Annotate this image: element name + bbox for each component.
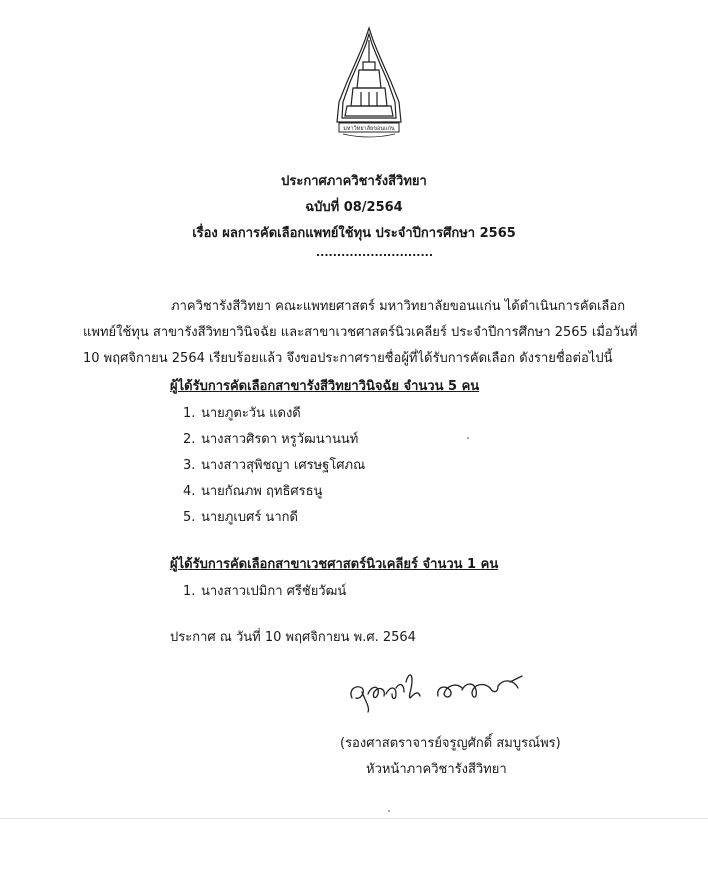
page-edge-line — [0, 818, 708, 819]
list-item: 2. นางสาวศิรดา หรูวัฒนานนท์ — [183, 432, 359, 447]
announcement-number: ฉบับที่ 08/2564 — [305, 200, 403, 215]
list-item: 3. นางสาวสุพิชญา เศรษฐโศภณ — [183, 458, 366, 473]
signatory-name: (รองศาสตราจารย์จรูญศักดิ์ สมบูรณ์พร) — [340, 736, 561, 751]
announcement-date: ประกาศ ณ วันที่ 10 พฤศจิกายน พ.ศ. 2564 — [170, 630, 416, 645]
seal-text: มหาวิทยาลัยขอนแก่น — [343, 126, 395, 132]
section-heading-nuclear-medicine: ผู้ได้รับการคัดเลือกสาขาเวชศาสตร์นิวเคลียร์ จำนวน 1 คน — [170, 557, 499, 572]
announcement-title: ประกาศภาควิชารังสีวิทยา — [281, 174, 427, 189]
list-item: 5. นายภูเบศร์ นากดี — [183, 510, 298, 525]
list-item: 4. นายกัณภพ ฤทธิศรธนู — [183, 484, 323, 499]
list-item: 1. นายภูตะวัน แดงดี — [183, 406, 301, 421]
list-item: 1. นางสาวเปมิกา ศรีชัยวัฒน์ — [183, 584, 347, 599]
signatory-title: หัวหน้าภาควิชารังสีวิทยา — [366, 762, 507, 777]
handwritten-signature — [346, 668, 532, 714]
scan-speck — [467, 437, 469, 439]
university-seal-icon — [333, 26, 405, 144]
announcement-subject: เรื่อง ผลการคัดเลือกแพทย์ใช้ทุน ประจำปีการศึกษา 2565 — [192, 226, 516, 241]
scan-speck — [388, 810, 390, 812]
body-paragraph: ภาควิชารังสีวิทยา คณะแพทยศาสตร์ มหาวิทยาลัยขอนแก่น ได้ดำเนินการคัดเลือกแพทย์ใช้ทุน สาขารังสีวิทยาวินิจฉัย และสาขาเวชศาสตร์นิวเคลียร์ ประจำปีการศึกษา 2565 เมื่อวันที่ 10 พฤศจิกายน 2564 เรียบร้อยแล้ว จึงขอประกาศรายชื่อผู้ที่ได้รับการคัดเลือก ดังรายชื่อต่อไปนี้ — [83, 299, 638, 366]
separator-dots: ............................ — [316, 246, 434, 259]
section-heading-diagnostic-radiology: ผู้ได้รับการคัดเลือกสาขารังสีวิทยาวินิจฉัย จำนวน 5 คน — [170, 379, 480, 394]
